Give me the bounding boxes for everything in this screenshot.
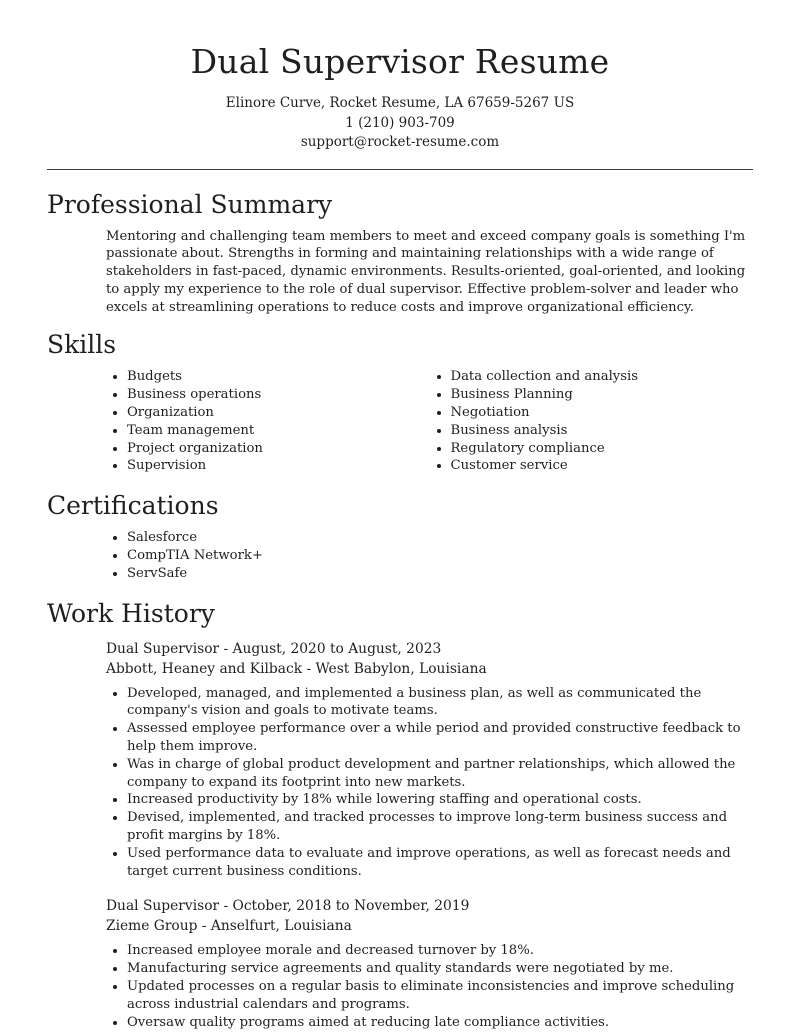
job-bullet: • Developed, managed, and implemented a business plan, as well as communicated the company's vision and goals to motivate teams. xyxy=(127,685,753,721)
contact-block xyxy=(47,94,753,153)
skill-item: • Business operations xyxy=(127,386,430,404)
job-company-line: Abbott, Heaney and Kilback - West Babylon, Louisiana xyxy=(106,660,487,677)
resume-title: Dual Supervisor Resume xyxy=(190,42,610,81)
skill-item: • Customer service xyxy=(451,457,754,475)
job-company-line: Zieme Group - Anselfurt, Louisiana xyxy=(106,918,352,935)
skill-item: • Budgets xyxy=(127,368,430,386)
job-bullet-list xyxy=(106,942,753,1031)
skill-item: • Business Planning xyxy=(451,386,754,404)
job-bullet: • Assessed employee performance over a while period and provided constructive feedback to help them improve. xyxy=(127,720,753,756)
certifications-heading: Certifications xyxy=(47,491,219,521)
job-bullet: • Increased employee morale and decreased turnover by 18%. xyxy=(127,942,753,960)
certifications-list xyxy=(106,529,753,582)
summary-text: Mentoring and challenging team members to meet and exceed company goals is something I'm passionate about. Strengths in forming and maintaining relationships with a wide range of stakeholders in fast-paced, dynamic environments. Results-oriented, goal-oriented, and looking to apply my experience to the role of dual supervisor. Effective problem-solver and leader who excels at streamlining operations to reduce costs and improve organizational efficiency. xyxy=(106,228,746,315)
job-bullet: • Oversaw quality programs aimed at reducing late compliance activities. xyxy=(127,1014,753,1032)
skills-grid xyxy=(106,368,753,475)
resume-header xyxy=(47,0,753,153)
job-bullet: • Devised, implemented, and tracked processes to improve long-term business success and profit margins by 18%. xyxy=(127,809,753,845)
skills-left-list xyxy=(106,368,430,475)
job-bullet: • Updated processes on a regular basis to eliminate inconsistencies and improve scheduling across industrial calendars and programs. xyxy=(127,978,753,1014)
skill-item: • Regulatory compliance xyxy=(451,440,754,458)
skill-item: • Project organization xyxy=(127,440,430,458)
certification-item: • CompTIA Network+ xyxy=(127,547,753,565)
contact-phone: 1 (210) 903-709 xyxy=(345,114,455,131)
skill-item: • Team management xyxy=(127,422,430,440)
contact-email: support@rocket-resume.com xyxy=(300,134,500,150)
job-entry xyxy=(106,896,753,1031)
certification-item: • ServSafe xyxy=(127,565,753,583)
certification-item: • Salesforce xyxy=(127,529,753,547)
skill-item: • Negotiation xyxy=(451,404,754,422)
job-bullet: • Increased productivity by 18% while lowering staffing and operational costs. xyxy=(127,791,753,809)
job-entry xyxy=(106,639,753,881)
job-bullet: • Used performance data to evaluate and improve operations, as well as forecast needs and target current business conditions. xyxy=(127,845,753,881)
skill-item: • Data collection and analysis xyxy=(451,368,754,386)
skills-heading: Skills xyxy=(47,330,117,360)
header-divider xyxy=(47,169,753,170)
summary-heading: Professional Summary xyxy=(47,189,333,219)
skill-item: • Supervision xyxy=(127,457,430,475)
job-bullet: • Was in charge of global product development and partner relationships, which allowed the company to expand its footprint into new markets. xyxy=(127,756,753,792)
skills-right-list xyxy=(430,368,754,475)
contact-address: Elinore Curve, Rocket Resume, LA 67659-5267 US xyxy=(225,95,575,111)
skill-item: • Organization xyxy=(127,404,430,422)
work-history-heading: Work History xyxy=(47,598,215,628)
job-role-line: Dual Supervisor - August, 2020 to August, 2023 xyxy=(106,640,442,657)
skill-item: • Business analysis xyxy=(451,422,754,440)
job-bullet: • Manufacturing service agreements and quality standards were negotiated by me. xyxy=(127,960,753,978)
job-role-line: Dual Supervisor - October, 2018 to November, 2019 xyxy=(106,898,470,915)
job-bullet-list xyxy=(106,685,753,881)
